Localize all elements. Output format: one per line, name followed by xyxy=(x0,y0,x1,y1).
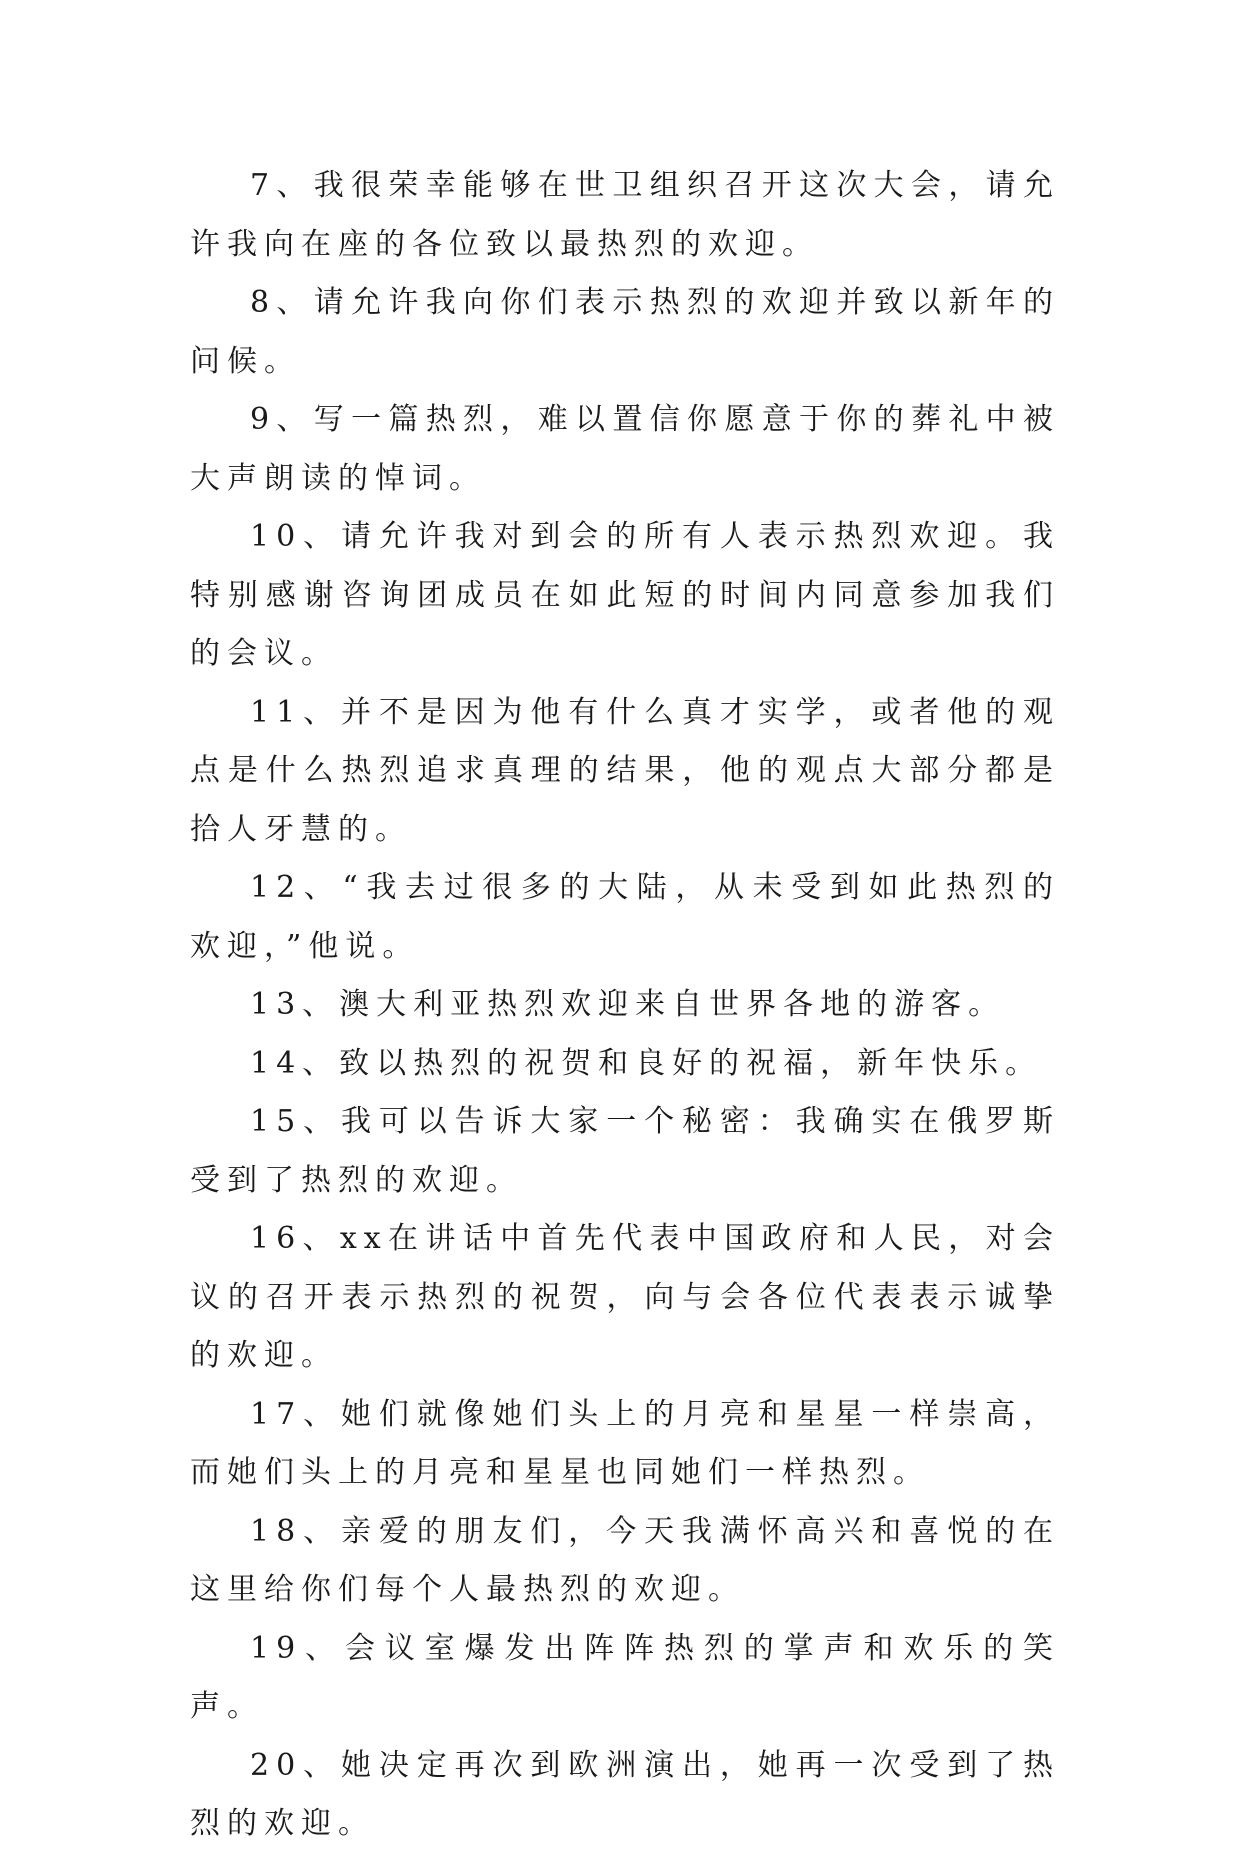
document-body xyxy=(190,157,1060,1854)
paragraph-18: 18、亲爱的朋友们，今天我满怀高兴和喜悦的在这里给你们每个人最热烈的欢迎。 xyxy=(190,1513,1060,1607)
paragraph-13: 13、澳大利亚热烈欢迎来自世界各地的游客。 xyxy=(250,987,1006,1022)
paragraph-7: 7、我很荣幸能够在世卫组织召开这次大会，请允许我向在座的各位致以最热烈的欢迎。 xyxy=(190,168,1060,262)
paragraph-15: 15、我可以告诉大家一个秘密：我确实在俄罗斯受到了热烈的欢迎。 xyxy=(190,1104,1060,1198)
paragraph-17: 17、她们就像她们头上的月亮和星星一样崇高，而她们头上的月亮和星星也同她们一样热烈。 xyxy=(190,1396,1060,1490)
paragraph-20: 20、她决定再次到欧洲演出，她再一次受到了热烈的欢迎。 xyxy=(190,1747,1060,1841)
paragraph-19: 19、会议室爆发出阵阵热烈的掌声和欢乐的笑声。 xyxy=(190,1630,1060,1724)
paragraph-11: 11、并不是因为他有什么真才实学，或者他的观点是什么热烈追求真理的结果，他的观点大部分都是拾人牙慧的。 xyxy=(190,694,1060,847)
paragraph-12: 12、“我去过很多的大陆，从未受到如此热烈的欢迎，”他说。 xyxy=(190,870,1060,964)
paragraph-9: 9、写一篇热烈，难以置信你愿意于你的葬礼中被大声朗读的悼词。 xyxy=(190,402,1060,496)
paragraph-10: 10、请允许我对到会的所有人表示热烈欢迎。我特别感谢咨询团成员在如此短的时间内同意参加我们的会议。 xyxy=(190,519,1060,671)
paragraph-16: 16、xx在讲话中首先代表中国政府和人民，对会议的召开表示热烈的祝贺，向与会各位代表表示诚挚的欢迎。 xyxy=(190,1221,1060,1373)
paragraph-8: 8、请允许我向你们表示热烈的欢迎并致以新年的问候。 xyxy=(190,285,1060,379)
paragraph-14: 14、致以热烈的祝贺和良好的祝福，新年快乐。 xyxy=(250,1045,1043,1081)
